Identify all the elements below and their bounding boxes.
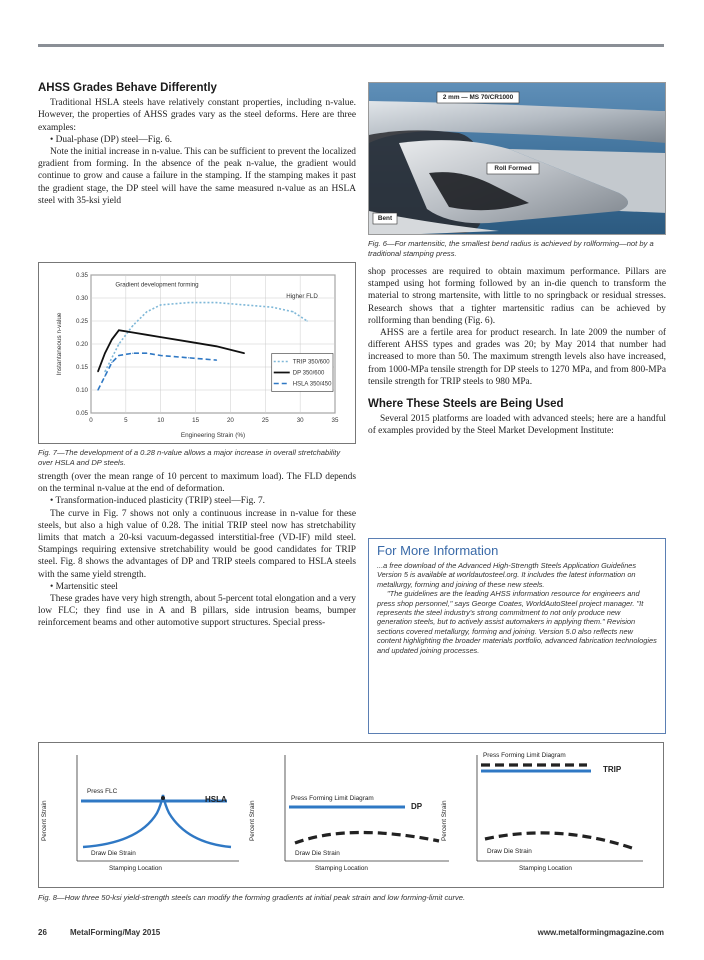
bullet-item: • Transformation-induced plasticity (TRIP) steel—Fig. 7.	[50, 496, 265, 507]
y-tick-label: 0.20	[75, 341, 88, 348]
paragraph: shop processes are required to obtain maximum performance. Pillars are stamped using hot forming followed by an in-die quench to transform the material to strong martensite, with little to no springback or residual stresses. Research shows that a tighter martensitic radius can be achieved by rollforming than bending (Fig. 6).	[368, 267, 666, 326]
x-tick-label: 35	[331, 417, 339, 424]
fig8-caption: Fig. 8—How three 50-ksi yield-strength steels can modify the forming gradients at initial peak strain and low forming-limit curve.	[38, 893, 466, 902]
series-point	[146, 353, 147, 354]
y-tick-label: 0.25	[75, 318, 88, 325]
x-tick-label: 20	[226, 417, 234, 424]
fig8-tag: HSLA	[205, 795, 227, 804]
top-rule	[38, 44, 664, 47]
series-point	[97, 371, 98, 372]
fig6-photo	[368, 82, 666, 235]
paragraph: These grades have very high strength, about 5-percent total elongation and a very low FLC; they find use in A and B pillars, side intrusion beams, bumper reinforcement beams and other automotive support structures. Special press-	[38, 594, 356, 629]
legend-label: TRIP 350/600	[292, 359, 330, 366]
series-point	[160, 337, 161, 338]
chart-annotation: Gradient development forming	[115, 281, 199, 289]
y-tick-label: 0.15	[75, 364, 88, 371]
fig6-tag-top: 2 mm — MS 70/CR1000	[442, 94, 514, 101]
series-point	[244, 353, 245, 354]
legend-label: DP 350/600	[292, 370, 325, 377]
y-axis-label: Instantaneous n-value	[56, 312, 63, 376]
fig8-ylabel: Percent Strain	[41, 800, 48, 841]
series-point	[111, 339, 112, 340]
fig8-panel-hsla	[77, 755, 239, 861]
fig8-diagram	[38, 742, 664, 888]
info-box-paragraph: ...a free download of the Advanced High-Strength Steels Application Guidelines Version 5 is available at worldautosteel.org. It includes the latest information on metallurgy, forming and joining of these new steels.	[377, 561, 637, 589]
right-column	[368, 266, 666, 438]
footer-publication: MetalForming/May 2015	[70, 928, 161, 937]
series-point	[97, 389, 98, 390]
bullet-item: • Dual-phase (DP) steel—Fig. 6.	[50, 134, 173, 145]
fig8-ylabel: Percent Strain	[441, 800, 448, 841]
series-point	[216, 346, 217, 347]
fig6-tag-mid: Roll Formed	[494, 165, 532, 172]
series-point	[216, 302, 217, 303]
paragraph: Several 2015 platforms are loaded with advanced steels; here are a handful of examples provided by the Steel Market Development Institute:	[368, 414, 666, 437]
chart-annotation: Higher FLD	[286, 293, 318, 300]
y-tick-label: 0.30	[75, 295, 88, 302]
fig8-line-label: Press Forming Limit Diagram	[483, 752, 566, 759]
info-box-text	[377, 561, 657, 655]
section-heading: Where These Steels are Being Used	[368, 398, 564, 411]
fig7-caption: Fig. 7—The development of a 0.28 n-value allows a major increase in overall stretchability over HSLA and DP steels.	[38, 448, 341, 467]
fig8-curve-label: Draw Die Strain	[295, 850, 340, 857]
x-tick-label: 15	[192, 417, 200, 424]
fig8-xlabel: Stamping Location	[109, 865, 162, 872]
fig8-tag: DP	[411, 802, 423, 811]
y-tick-label: 0.05	[75, 410, 88, 417]
series-point	[104, 376, 105, 377]
series-point	[118, 330, 119, 331]
fig6-tag-bottom: Bent	[377, 215, 393, 222]
fig8-curve-label: Draw Die Strain	[91, 850, 136, 857]
fig8-panel-dp	[285, 755, 449, 861]
fig6-caption: Fig. 6—For martensitic, the smallest bend radius is achieved by rollforming—not by a traditional stamping press.	[368, 239, 654, 258]
fig8-line-label: Press Forming Limit Diagram	[291, 795, 374, 802]
series-point	[188, 341, 189, 342]
series-point	[188, 302, 189, 303]
paragraph: Note the initial increase in n-value. This can be sufficient to prevent the localized gradient from forming. In the absence of the peak n-value, the gradient would continue to grow and cause a failure in the stamping. If the stamping makes it past the gradient stage, the DP steel will have the same measured n-value as an HSLA steel with 35-ksi yield	[38, 147, 356, 206]
x-tick-label: 0	[89, 417, 93, 424]
fig7-chart	[38, 262, 356, 444]
left-column-bottom	[38, 471, 356, 630]
series-point	[160, 355, 161, 356]
x-tick-label: 5	[124, 417, 128, 424]
section-heading: AHSS Grades Behave Differently	[38, 82, 217, 94]
series-point	[146, 334, 147, 335]
series-point	[293, 311, 294, 312]
x-axis-label: Engineering Strain (%)	[180, 432, 246, 439]
series-point	[188, 357, 189, 358]
fig6-photo-illustration	[369, 83, 666, 235]
paragraph: The curve in Fig. 7 shows not only a continuous increase in n-value for these steels, but also a high value of 0.28. The initial TRIP steel now has stretchability limits that match a 20-ksi vacuum-degassed interstitial-free (VD-IF) mild steel. Stampings requiring extensive stretchability would be good candidates for TRIP steel. Fig. 8 shows the advantages of DP and TRIP steels compared to HSLA steels with the same yield strength.	[38, 508, 356, 580]
x-tick-label: 25	[261, 417, 269, 424]
fig8-xlabel: Stamping Location	[315, 865, 368, 872]
series-point	[132, 353, 133, 354]
footer-url: www.metalformingmagazine.com	[537, 928, 664, 937]
series-point	[104, 371, 105, 372]
info-box-paragraph: "The guidelines are the leading AHSS information resource for engineers and press shop personnel," says George Coates, WorldAutoSteel project manager. "It represents the steel industry's strong commitment to not only produce new generation steels, but to actively assist automakers in applying them." Revision sections covered metallurgy, forming and joining. Version 5.0 also reflects new content highlighting the broader materials portfolio, advanced fabrication technologies and updated joining processes.	[377, 589, 657, 655]
y-tick-label: 0.35	[75, 272, 88, 279]
series-line	[98, 353, 217, 390]
series-point	[118, 343, 119, 344]
fig7-chart-svg	[39, 263, 355, 443]
series-point	[216, 360, 217, 361]
fig8-xlabel: Stamping Location	[519, 865, 572, 872]
legend-label: HSLA 350/450	[292, 381, 332, 388]
footer-page-number: 26	[38, 928, 47, 937]
paragraph: AHSS are a fertile area for product research. In late 2009 the number of different AHSS types and grades was 20; by May 2014 that number had increased to more than 50. The maximum strength levels also have increased, from 1000-MPa tensile strength for DP steels to 1270 MPa, and from 800-MPa tensile strength for TRIP steels to 980 MPa.	[368, 328, 666, 387]
series-point	[146, 311, 147, 312]
series-point	[104, 353, 105, 354]
series-point	[118, 355, 119, 356]
series-point	[111, 362, 112, 363]
series-point	[272, 307, 273, 308]
info-box	[368, 538, 666, 734]
series-point	[160, 304, 161, 305]
x-tick-label: 10	[157, 417, 165, 424]
paragraph: Traditional HSLA steels have relatively constant properties, including n-value. However, the properties of AHSS grades vary as the steel deforms. Here are three examples:	[38, 98, 356, 133]
fig8-curve-label: Draw Die Strain	[487, 848, 532, 855]
series-point	[132, 332, 133, 333]
paragraph: strength (over the mean range of 10 percent to maximum load). The FLD depends on the terminal n-value at the end of deformation.	[38, 472, 356, 495]
y-tick-label: 0.10	[75, 387, 88, 394]
series-point	[244, 304, 245, 305]
left-column-top	[38, 82, 356, 207]
fig8-tag: TRIP	[603, 765, 622, 774]
info-box-title: For More Information	[377, 543, 499, 558]
series-line	[98, 330, 244, 371]
x-tick-label: 30	[296, 417, 304, 424]
bullet-item: • Martensitic steel	[50, 581, 118, 592]
series-point	[132, 325, 133, 326]
series-point	[307, 320, 308, 321]
fig8-ylabel: Percent Strain	[249, 800, 256, 841]
fig8-line-label: Press FLC	[87, 788, 118, 795]
